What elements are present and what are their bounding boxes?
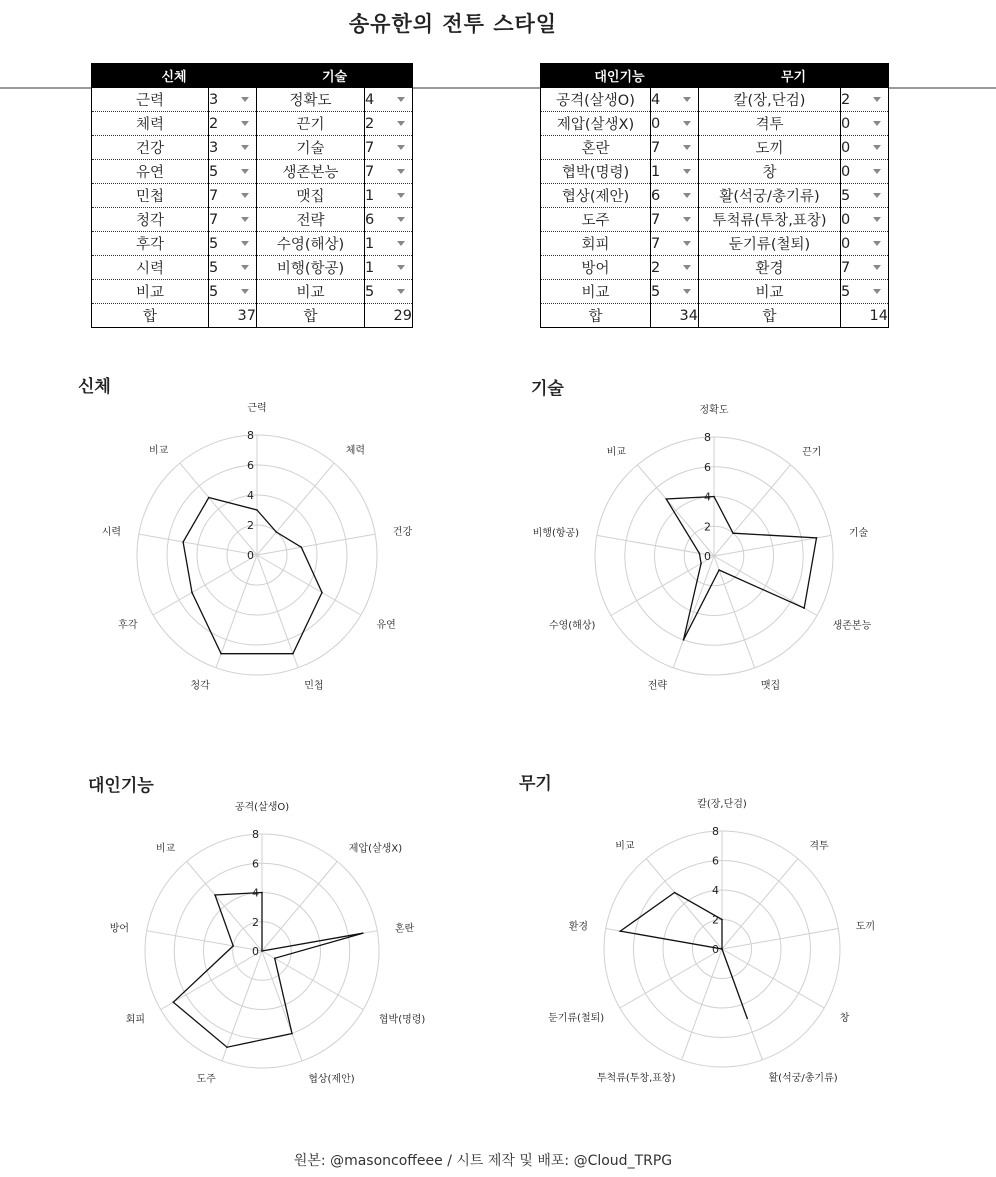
data-point [232,945,234,947]
data-point [182,541,184,543]
stat-value: 5 [651,283,661,300]
grid-spoke [147,931,262,951]
stat-name: 협상(제안) [541,184,651,208]
stat-value: 5 [365,283,375,300]
stat-value: 1 [365,187,375,204]
stat-value: 4 [651,91,661,108]
grid-spoke [161,951,262,1010]
page-title: 송유한의 전투 스타일 [348,12,558,36]
table-header-weapon: 무기 [699,64,889,88]
tick-label: 6 [247,459,254,472]
tick-label: 6 [712,854,719,868]
stat-value: 2 [651,259,661,276]
tick-label: 0 [252,945,259,958]
axis-label: 비행(항공) [532,528,580,540]
axis-label: 공격(살생O) [234,802,290,813]
stat-name: 비교 [92,280,209,304]
stat-value: 2 [209,115,219,132]
stat-value: 7 [651,211,661,228]
stat-value: 5 [209,283,219,300]
sum-label: 합 [541,304,651,328]
series-line [173,893,362,1048]
chart-title-physical: 신체 [78,377,111,397]
data-point [301,546,303,548]
stat-value: 0 [651,115,661,132]
stat-name: 비행(항공) [257,256,365,280]
data-point [220,653,222,655]
grid-spoke [646,859,722,949]
axis-label: 맷집 [760,680,781,692]
stat-value: 0 [841,139,851,156]
stat-value: 7 [209,187,219,204]
tick-label: 8 [712,825,719,838]
grid-spoke [216,555,257,668]
axis-label: 근력 [247,403,267,414]
data-point [173,1001,175,1003]
stat-name: 비교 [257,280,365,304]
data-point [274,958,276,960]
chart-title-interpersonal: 대인기능 [88,776,154,796]
stat-name: 근력 [92,88,209,112]
grid-spoke [722,859,798,949]
grid-spoke [722,929,838,949]
data-point [718,569,720,571]
axis-label: 비교 [148,445,169,457]
stat-value: 5 [841,187,851,204]
data-point [276,531,278,533]
grid-spoke [180,463,257,555]
tick-label: 8 [247,429,254,442]
tick-label: 0 [704,550,711,563]
grid-spoke [257,555,298,668]
grid-spoke [682,949,722,1060]
stat-value: 5 [209,259,219,276]
stat-value: 5 [209,163,219,180]
stat-name: 수영(해상) [257,232,365,256]
data-point [700,563,702,565]
axis-label: 후각 [118,620,138,631]
grid-spoke [611,556,714,616]
sum-value: 34 [651,304,699,328]
data-point [214,894,216,896]
stat-name: 생존본능 [257,160,365,184]
sum-value: 14 [841,304,889,328]
stat-name: 비교 [699,280,841,304]
axis-label: 환경 [568,921,589,933]
data-point [721,948,723,950]
stat-value: 7 [651,235,661,252]
stat-name: 정확도 [257,88,365,112]
stat-name: 건강 [92,136,209,160]
grid-spoke [722,949,824,1008]
data-point [699,553,701,555]
sum-value: 37 [209,304,257,328]
stat-name: 둔기류(철퇴) [699,232,841,256]
stat-value: 7 [651,139,661,156]
stat-name: 협박(명령) [541,160,651,184]
table-header-skill: 기술 [257,64,413,88]
stat-name: 제압(살생X) [541,112,651,136]
grid-spoke [620,949,722,1008]
axis-label: 시력 [101,527,122,538]
stat-value: 4 [365,91,375,108]
stat-value: 6 [651,187,661,204]
radar-chart-2 [110,800,426,1085]
grid-spoke [257,534,375,555]
stat-value: 0 [841,163,851,180]
series-line [620,893,747,1019]
data-point [292,653,294,655]
axis-label: 체력 [345,445,366,457]
data-point [261,892,263,894]
axis-label: 정확도 [699,405,729,416]
axis-label: 비교 [155,843,176,855]
data-point [208,497,210,499]
axis-label: 유연 [376,620,396,631]
data-point [665,498,667,500]
grid-spoke [262,951,363,1010]
stat-name: 비교 [541,280,651,304]
axis-label: 협박(명령) [378,1014,426,1026]
grid-spoke [714,556,755,668]
tick-label: 4 [712,884,719,897]
stat-name: 도끼 [699,136,841,160]
data-point [321,592,323,594]
axis-label: 혼란 [394,923,415,935]
stat-name: 창 [699,160,841,184]
stat-name: 회피 [541,232,651,256]
axis-label: 방어 [109,923,130,935]
stat-value: 0 [841,211,851,228]
data-point [291,1033,293,1035]
sum-label: 합 [257,304,365,328]
grid-spoke [153,555,257,615]
stat-value: 1 [365,235,375,252]
grid-spoke [257,463,334,555]
tick-label: 8 [252,828,259,841]
axis-label: 칼(장,단검) [697,799,747,810]
grid-spoke [187,861,262,951]
axis-label: 비교 [615,840,635,852]
axis-label: 비교 [606,447,626,459]
tick-label: 4 [252,886,259,900]
grid-spoke [638,465,714,556]
axis-label: 활(석궁/총기류) [768,1072,838,1084]
axis-label: 격투 [809,840,829,852]
tick-label: 2 [712,913,719,927]
tick-label: 4 [704,490,711,504]
stat-value: 7 [365,139,375,156]
radar-chart-1 [533,403,872,692]
data-point [191,592,193,594]
stat-value: 5 [209,235,219,252]
stat-value: 7 [365,163,375,180]
grid-spoke [714,465,790,556]
axis-label: 창 [839,1013,850,1024]
stat-value: 3 [209,139,219,156]
axis-label: 청각 [190,680,210,692]
axis-label: 회피 [125,1014,146,1026]
table-header-interpersonal: 대인기능 [541,64,699,88]
stat-name: 청각 [92,208,209,232]
stat-value: 7 [209,211,219,228]
axis-label: 끈기 [802,447,822,459]
stat-name: 방어 [541,256,651,280]
stat-value: 0 [841,115,851,132]
data-point [746,1018,748,1020]
data-point [226,1046,228,1048]
tick-label: 6 [252,857,259,871]
grid-spoke [262,951,302,1061]
stat-name: 공격(살생O) [541,88,651,112]
stat-value: 6 [365,211,375,228]
data-point [620,930,622,932]
tick-label: 0 [712,943,719,956]
axis-label: 도주 [196,1073,216,1085]
tick-label: 6 [704,460,711,474]
radar-chart-0 [102,401,413,692]
stat-name: 혼란 [541,136,651,160]
tick-label: 2 [247,519,254,532]
chart-title-weapon: 무기 [519,774,552,794]
data-point [713,496,715,498]
stat-name: 전략 [257,208,365,232]
stat-name: 체력 [92,112,209,136]
axis-label: 건강 [392,527,413,538]
stat-name: 격투 [699,112,841,136]
sum-label: 합 [92,304,209,328]
stat-value: 5 [841,283,851,300]
stat-name: 끈기 [257,112,365,136]
data-point [683,639,685,641]
axis-label: 민첩 [304,680,324,692]
stat-name: 활(석궁/총기류) [699,184,841,208]
stat-name: 시력 [92,256,209,280]
grid-spoke [597,535,714,556]
radar-chart-3 [548,797,875,1084]
stat-value: 2 [841,91,851,108]
data-point [674,892,676,894]
stat-value: 2 [365,115,375,132]
data-point [732,532,734,534]
stat-name: 투척류(투창,표창) [699,208,841,232]
tick-label: 2 [252,915,259,929]
footer-credit: 원본: @masoncoffeee / 시트 제작 및 배포: @Cloud_TRPG [293,1153,673,1169]
axis-label: 기술 [848,528,869,540]
stat-value: 1 [651,163,661,180]
data-point [816,537,818,539]
stat-name: 칼(장,단검) [699,88,841,112]
table-header-physical: 신체 [92,64,257,88]
data-point [261,950,263,952]
axis-label: 둔기류(철퇴) [548,1013,605,1024]
stat-name: 환경 [699,256,841,280]
axis-label: 협상(제안) [308,1073,355,1085]
stat-name: 기술 [257,136,365,160]
axis-label: 투척류(투창,표창) [596,1072,676,1084]
axis-label: 전략 [647,680,668,692]
stat-value: 0 [841,235,851,252]
tick-label: 4 [247,489,254,502]
grid-spoke [262,861,337,951]
axis-label: 도끼 [855,921,876,933]
axis-label: 생존본능 [832,620,872,632]
stat-name: 민첩 [92,184,209,208]
stat-value: 7 [841,259,851,276]
chart-title-skill: 기술 [531,379,564,399]
axis-label: 제압(살생X) [348,843,403,855]
sum-label: 합 [699,304,841,328]
tick-label: 8 [704,431,711,444]
grid-spoke [673,556,714,668]
data-point [803,607,805,609]
stat-name: 유연 [92,160,209,184]
axis-label: 수영(해상) [548,620,596,632]
stat-name: 후각 [92,232,209,256]
stat-name: 맷집 [257,184,365,208]
stat-value: 3 [209,91,219,108]
data-point [721,919,723,921]
data-point [256,509,258,511]
stat-value: 1 [365,259,375,276]
stat-name: 도주 [541,208,651,232]
tick-label: 2 [704,520,711,534]
sum-value: 29 [365,304,413,328]
grid-spoke [139,534,257,555]
data-point [362,932,364,934]
tick-label: 0 [247,549,254,562]
